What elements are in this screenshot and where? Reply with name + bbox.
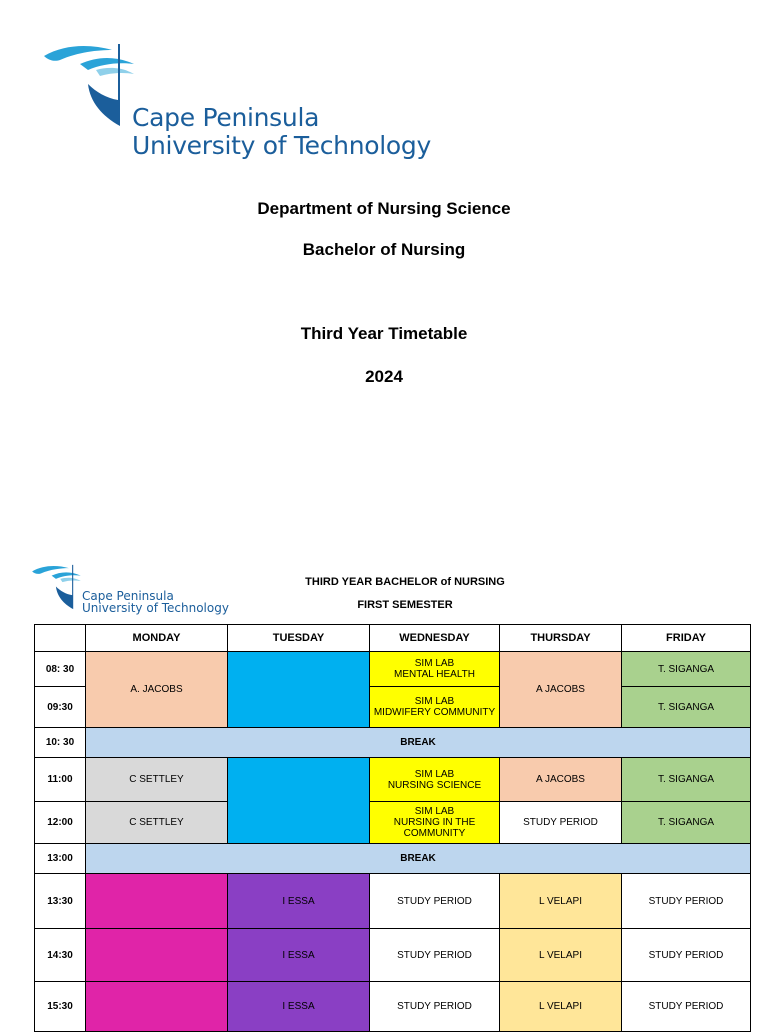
time-cell: 08: 30	[35, 652, 86, 687]
session-cell: L VELAPI	[500, 874, 622, 929]
session-cell: T. SIGANGA	[622, 802, 751, 844]
session-line: NURSING IN THE COMMUNITY	[393, 817, 476, 839]
session-cell: I ESSA	[228, 929, 370, 982]
header-row	[35, 625, 751, 652]
table-row	[35, 802, 751, 844]
session-line: MENTAL HEALTH	[394, 669, 475, 680]
session-cell	[86, 929, 228, 982]
timetable-logo-line-1: Cape Peninsula	[82, 589, 174, 603]
session-line: SIM LAB	[414, 696, 455, 707]
session-cell	[86, 982, 228, 1032]
session-cell: L VELAPI	[500, 982, 622, 1032]
time-cell: 11:00	[35, 758, 86, 802]
table-row	[35, 758, 751, 802]
session-cell: T. SIGANGA	[622, 687, 751, 728]
session-cell	[370, 652, 500, 687]
timetable-logo	[30, 560, 240, 620]
wave-emblem-icon	[40, 40, 140, 130]
session-cell: I ESSA	[228, 874, 370, 929]
day-header-tuesday: TUESDAY	[228, 625, 370, 652]
degree-heading: Bachelor of Nursing	[302, 240, 466, 259]
session-cell	[228, 652, 370, 728]
session-cell: A. JACOBS	[86, 652, 228, 728]
semester-label: FIRST SEMESTER	[357, 599, 453, 611]
session-cell: STUDY PERIOD	[622, 982, 751, 1032]
timetable-title: THIRD YEAR BACHELOR of NURSING	[305, 576, 505, 588]
day-header-monday: MONDAY	[86, 625, 228, 652]
day-header-friday: FRIDAY	[622, 625, 751, 652]
session-cell	[370, 758, 500, 802]
break-cell: BREAK	[86, 728, 751, 758]
department-heading: Department of Nursing Science	[257, 199, 511, 218]
table-row	[35, 874, 751, 929]
time-cell: 09:30	[35, 687, 86, 728]
session-cell: L VELAPI	[500, 929, 622, 982]
table-row	[35, 844, 751, 874]
session-cell	[370, 802, 500, 844]
timetable-logo-line-2: University of Technology	[82, 601, 229, 615]
session-cell: C SETTLEY	[86, 802, 228, 844]
session-cell: STUDY PERIOD	[370, 929, 500, 982]
timetable-heading: Third Year Timetable	[300, 324, 468, 343]
session-cell: STUDY PERIOD	[370, 874, 500, 929]
session-cell	[370, 687, 500, 728]
session-cell	[86, 874, 228, 929]
session-cell: STUDY PERIOD	[622, 929, 751, 982]
session-cell: T. SIGANGA	[622, 758, 751, 802]
session-cell	[228, 758, 370, 844]
session-cell: T. SIGANGA	[622, 652, 751, 687]
session-cell: STUDY PERIOD	[622, 874, 751, 929]
cput-logo	[40, 40, 431, 165]
table-row	[35, 929, 751, 982]
table-row	[35, 652, 751, 687]
session-cell: I ESSA	[228, 982, 370, 1032]
logo-line-2: University of Technology	[132, 131, 431, 160]
table-row	[35, 728, 751, 758]
day-header-thursday: THURSDAY	[500, 625, 622, 652]
timetable	[34, 624, 751, 1032]
session-cell: STUDY PERIOD	[370, 982, 500, 1032]
session-line: MIDWIFERY COMMUNITY	[373, 707, 496, 718]
year-heading: 2024	[365, 367, 403, 386]
wave-emblem-icon	[30, 560, 84, 614]
session-line: SIM LAB	[414, 768, 455, 780]
corner-cell	[35, 625, 86, 652]
time-cell: 13:00	[35, 844, 86, 874]
time-cell: 13:30	[35, 874, 86, 929]
table-row	[35, 982, 751, 1032]
time-cell: 15:30	[35, 982, 86, 1032]
break-cell: BREAK	[86, 844, 751, 874]
session-cell: A JACOBS	[500, 758, 622, 802]
time-cell: 14:30	[35, 929, 86, 982]
session-line: SIM LAB	[414, 806, 455, 817]
session-line: SIM LAB	[414, 658, 455, 669]
time-cell: 10: 30	[35, 728, 86, 758]
day-header-wednesday: WEDNESDAY	[370, 625, 500, 652]
time-cell: 12:00	[35, 802, 86, 844]
session-line: NURSING SCIENCE	[387, 779, 482, 791]
logo-line-1: Cape Peninsula	[132, 103, 320, 132]
session-cell: STUDY PERIOD	[500, 802, 622, 844]
session-cell: C SETTLEY	[86, 758, 228, 802]
session-cell: A JACOBS	[500, 652, 622, 728]
